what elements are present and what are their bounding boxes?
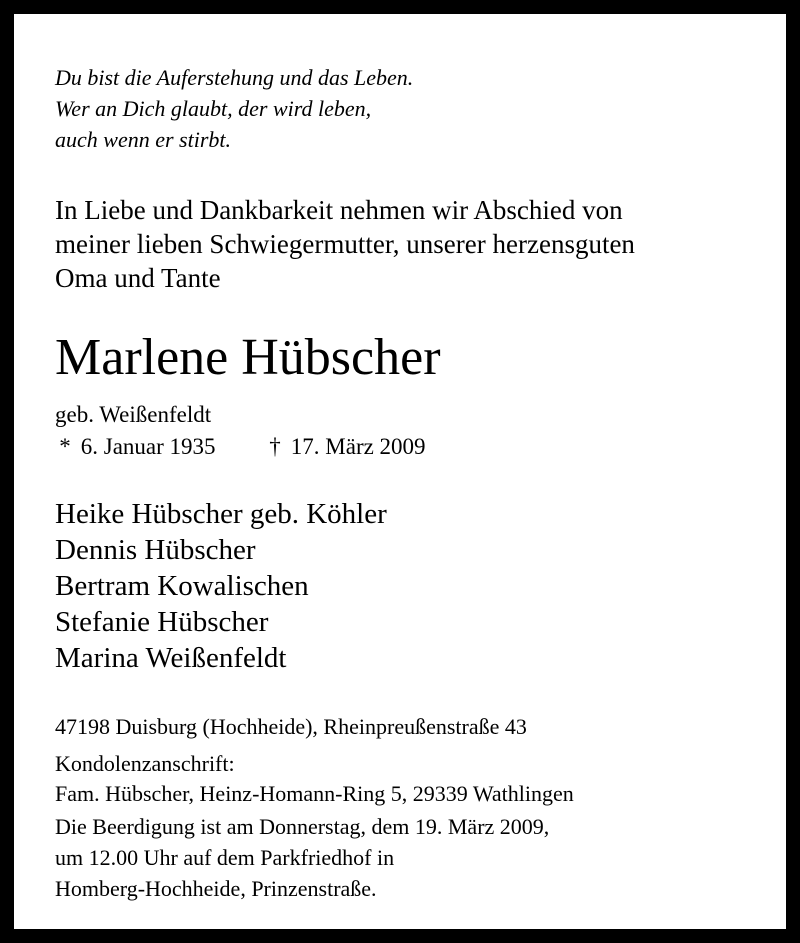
condolence-address-line: Fam. Hübscher, Heinz-Homann-Ring 5, 29339 Wathlingen	[55, 781, 574, 806]
birth-date: 6. Januar 1935	[80, 434, 216, 459]
funeral-info	[55, 811, 549, 904]
funeral-line: Homberg-Hochheide, Prinzenstraße.	[55, 876, 377, 901]
intro-line: Oma und Tante	[55, 263, 221, 293]
verse-line: Du bist die Auferstehung und das Leben.	[55, 65, 414, 90]
birth-name: geb. Weißenfeldt	[55, 402, 212, 427]
birth-star-icon: *	[59, 434, 71, 459]
funeral-line: um 12.00 Uhr auf dem Parkfriedhof in	[55, 845, 395, 870]
life-dates	[55, 432, 426, 462]
condolence-label: Kondolenzanschrift:	[55, 751, 235, 776]
mourner-name: Dennis Hübscher	[55, 534, 256, 566]
death-cross-icon: †	[269, 434, 281, 459]
mourner-name: Bertram Kowalischen	[55, 570, 309, 602]
funeral-line: Die Beerdigung ist am Donnerstag, dem 19. März 2009,	[55, 814, 550, 839]
mourner-name: Stefanie Hübscher	[55, 606, 269, 638]
mourner-name: Marina Weißenfeldt	[55, 642, 287, 674]
death-date: 17. März 2009	[290, 434, 426, 459]
mourner-name: Heike Hübscher geb. Köhler	[55, 498, 387, 530]
deceased-name: Marlene Hübscher	[55, 329, 441, 386]
intro-line: In Liebe und Dankbarkeit nehmen wir Abschied von	[55, 195, 623, 225]
bible-verse	[55, 62, 413, 155]
family-address: 47198 Duisburg (Hochheide), Rheinpreußenstraße 43	[55, 714, 527, 739]
intro-line: meiner lieben Schwiegermutter, unserer herzensguten	[55, 229, 635, 259]
intro-text	[55, 193, 635, 295]
mourners-list	[55, 496, 387, 676]
condolence-address	[55, 749, 574, 809]
verse-line: Wer an Dich glaubt, der wird leben,	[55, 96, 372, 121]
verse-line: auch wenn er stirbt.	[55, 127, 231, 152]
